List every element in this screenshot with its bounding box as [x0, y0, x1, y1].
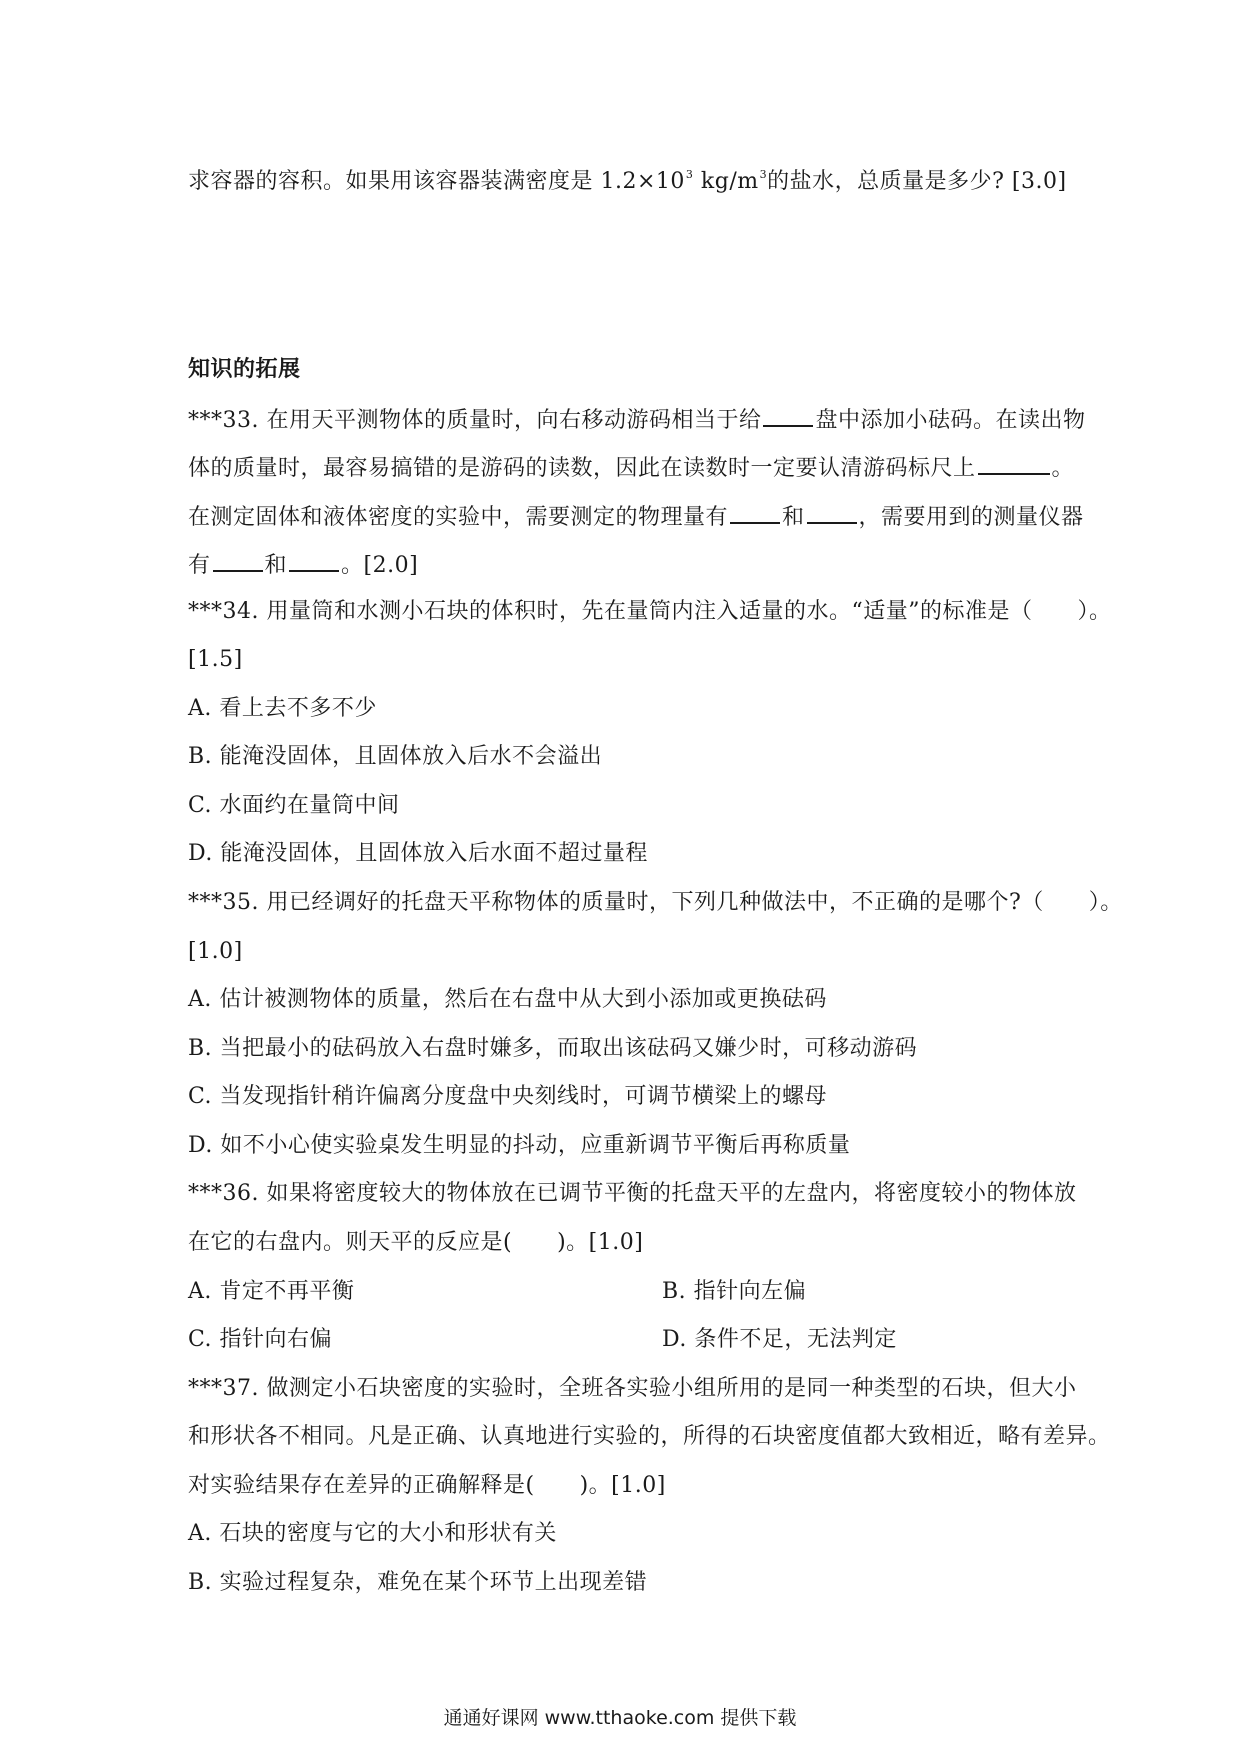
q33-text: 有: [188, 553, 211, 578]
q36-line-2: 在它的右盘内。则天平的反应是( )。[1.0]: [188, 1230, 644, 1255]
q36-option-b: B. 指针向左偏: [662, 1279, 807, 1304]
q35-score: [1.0]: [188, 939, 243, 964]
q37-option-b: B. 实验过程复杂，难免在某个环节上出现差错: [188, 1570, 648, 1595]
q34-option-a: A. 看上去不多不少: [188, 696, 377, 721]
q36-option-c: C. 指针向右偏: [188, 1327, 333, 1352]
page-footer: 通通好课网 www.tthaoke.com 提供下载: [443, 1707, 797, 1729]
exponent-2: 3: [759, 168, 768, 181]
intro-line: [188, 160, 1067, 197]
q34-option-c: C. 水面约在量筒中间: [188, 793, 400, 818]
q33-text: 。[2.0]: [341, 553, 419, 578]
q33-text: 体的质量时，最容易搞错的是游码的读数，因此在读数时一定要认清游码标尺上: [188, 456, 976, 481]
q33-text: 和: [782, 505, 805, 530]
q33-text: 和: [264, 553, 288, 578]
section-title: 知识的拓展: [188, 357, 301, 382]
q35-option-c: C. 当发现指针稍许偏离分度盘中央刻线时，可调节横梁上的螺母: [188, 1084, 828, 1109]
q33-line-3: [188, 500, 1084, 533]
q35-stem: ***35. 用已经调好的托盘天平称物体的质量时，下列几种做法中，不正确的是哪个?（ ）。: [188, 890, 1123, 915]
q33-text: ***33. 在用天平测物体的质量时，向右移动游码相当于给: [188, 408, 762, 433]
q37-option-a: A. 石块的密度与它的大小和形状有关: [188, 1521, 557, 1546]
intro-text-1: 求容器的容积。如果用该容器装满密度是 1.2×10: [188, 169, 685, 194]
q36-line-1: ***36. 如果将密度较大的物体放在已调节平衡的托盘天平的左盘内，将密度较小的物体放: [188, 1181, 1077, 1206]
q33-text: 。: [1051, 456, 1075, 481]
q33-line-1: [188, 403, 1086, 436]
q36-options-row-2: [188, 1325, 897, 1355]
q34-stem: ***34. 用量筒和水测小石块的体积时，先在量筒内注入适量的水。“适量”的标准是（ ）。: [188, 599, 1112, 624]
q33-line-2: [188, 451, 1074, 484]
q35-option-b: B. 当把最小的砝码放入右盘时嫌多，而取出该砝码又嫌少时，可移动游码: [188, 1036, 918, 1061]
q37-line-3: 对实验结果存在差异的正确解释是( )。[1.0]: [188, 1473, 666, 1498]
answer-blank[interactable]: [730, 500, 780, 524]
answer-blank[interactable]: [763, 403, 813, 427]
q33-text: ，需要用到的测量仪器: [858, 505, 1084, 530]
q35-option-d: D. 如不小心使实验桌发生明显的抖动，应重新调节平衡后再称质量: [188, 1133, 851, 1158]
exponent-1: 3: [685, 168, 694, 181]
q36-option-a: A. 肯定不再平衡: [188, 1279, 355, 1304]
intro-text-3: 的盐水，总质量是多少? [3.0]: [767, 169, 1067, 194]
q34-option-b: B. 能淹没固体，且固体放入后水不会溢出: [188, 744, 603, 769]
q33-text: 在测定固体和液体密度的实验中，需要测定的物理量有: [188, 505, 729, 530]
q36-option-d: D. 条件不足，无法判定: [662, 1327, 897, 1352]
answer-blank[interactable]: [213, 548, 263, 572]
q33-line-4: [188, 548, 418, 581]
q37-line-2: 和形状各不相同。凡是正确、认真地进行实验的，所得的石块密度值都大致相近，略有差异。: [188, 1424, 1111, 1449]
q34-option-d: D. 能淹没固体，且固体放入后水面不超过量程: [188, 841, 648, 866]
answer-blank[interactable]: [289, 548, 339, 572]
q33-text: 盘中添加小砝码。在读出物: [815, 408, 1086, 433]
intro-text-2: kg/m: [693, 169, 759, 194]
q37-line-1: ***37. 做测定小石块密度的实验时，全班各实验小组所用的是同一种类型的石块，但大小: [188, 1376, 1077, 1401]
answer-blank[interactable]: [978, 451, 1050, 475]
q35-option-a: A. 估计被测物体的质量，然后在右盘中从大到小添加或更换砝码: [188, 987, 827, 1012]
answer-blank[interactable]: [807, 500, 857, 524]
q34-score: [1.5]: [188, 647, 243, 672]
q36-options-row-1: [188, 1277, 807, 1307]
